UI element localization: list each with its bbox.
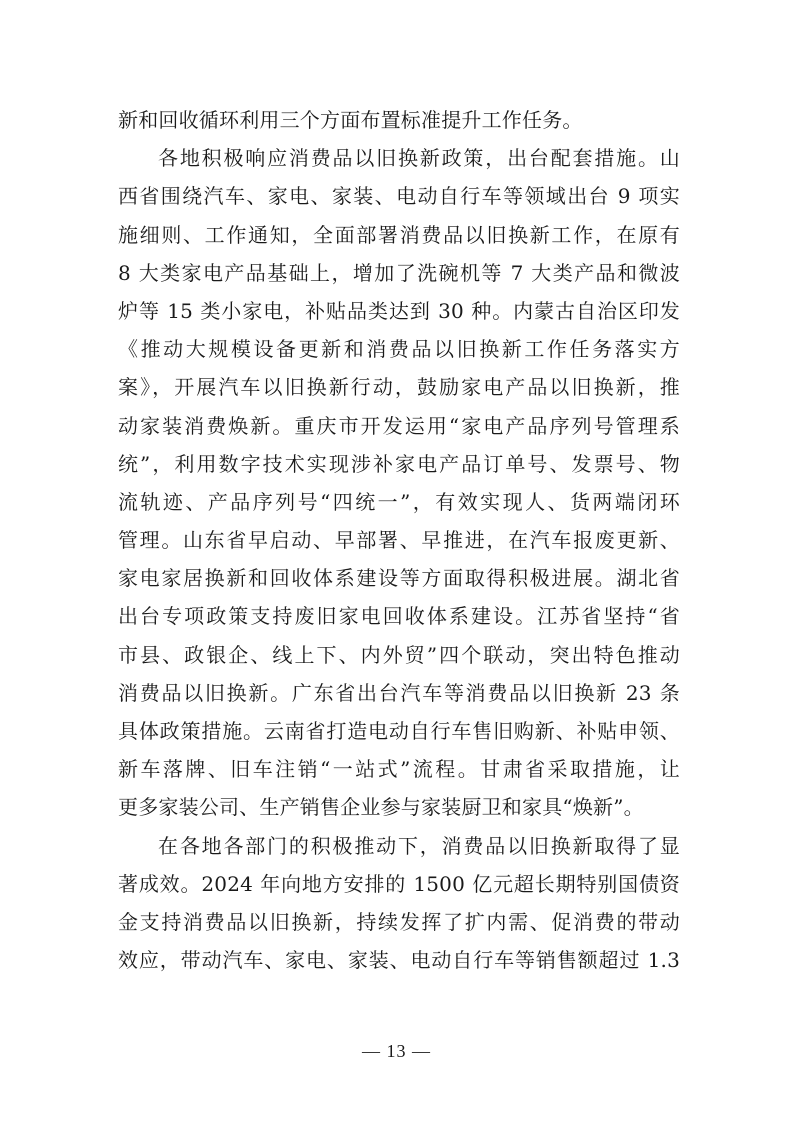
text-line: 在各地各部门的积极推动下，消费品以旧换新取得了显 [158, 833, 680, 858]
text-line: 市县、政银企、线上下、内外贸”四个联动，突出特色推动 [118, 642, 680, 667]
text-line: 动家装消费焕新。重庆市开发运用“家电产品序列号管理系 [118, 413, 680, 438]
text-line: 流轨迹、产品序列号“四统一”，有效实现人、货两端闭环 [118, 489, 680, 514]
text-line: 具体政策措施。云南省打造电动自行车售旧购新、补贴申领、 [118, 719, 680, 743]
text-line: 出台专项政策支持废旧家电回收体系建设。江苏省坚持“省 [118, 604, 680, 629]
text-line: 炉等 15 类小家电，补贴品类达到 30 种。内蒙古自治区印发 [118, 298, 680, 323]
text-line: 管理。山东省早启动、早部署、早推进，在汽车报废更新、 [118, 528, 680, 553]
text-line: 统”，利用数字技术实现涉补家电产品订单号、发票号、物 [118, 451, 680, 476]
text-line: 施细则、工作通知，全面部署消费品以旧换新工作，在原有 [118, 222, 680, 247]
text-line: 著成效。2024 年向地方安排的 1500 亿元超长期特别国债资 [118, 871, 680, 896]
text-line: 各地积极响应消费品以旧换新政策，出台配套措施。山 [158, 146, 680, 171]
body-text [118, 101, 680, 979]
text-line: 金支持消费品以旧换新，持续发挥了扩内需、促消费的带动 [118, 909, 680, 934]
text-line: 消费品以旧换新。广东省出台汽车等消费品以旧换新 23 条 [118, 680, 680, 705]
text-line: 《推动大规模设备更新和消费品以旧换新工作任务落实方 [118, 337, 680, 362]
text-line: 新和回收循环利用三个方面布置标准提升工作任务。 [118, 108, 583, 132]
text-line: 更多家装公司、生产销售企业参与家装厨卫和家具“焕新”。 [118, 795, 644, 820]
text-line: 8 大类家电产品基础上，增加了洗碗机等 7 大类产品和微波 [118, 260, 680, 285]
page-number: — 13 — [362, 1041, 431, 1061]
text-line: 家电家居换新和回收体系建设等方面取得积极进展。湖北省 [118, 566, 680, 591]
text-line: 西省围绕汽车、家电、家装、电动自行车等领域出台 9 项实 [118, 184, 680, 209]
text-line: 效应，带动汽车、家电、家装、电动自行车等销售额超过 1.3 [118, 948, 680, 973]
text-line: 新车落牌、旧车注销“一站式”流程。甘肃省采取措施，让 [118, 757, 680, 782]
text-line: 案》，开展汽车以旧换新行动，鼓励家电产品以旧换新，推 [118, 375, 680, 400]
